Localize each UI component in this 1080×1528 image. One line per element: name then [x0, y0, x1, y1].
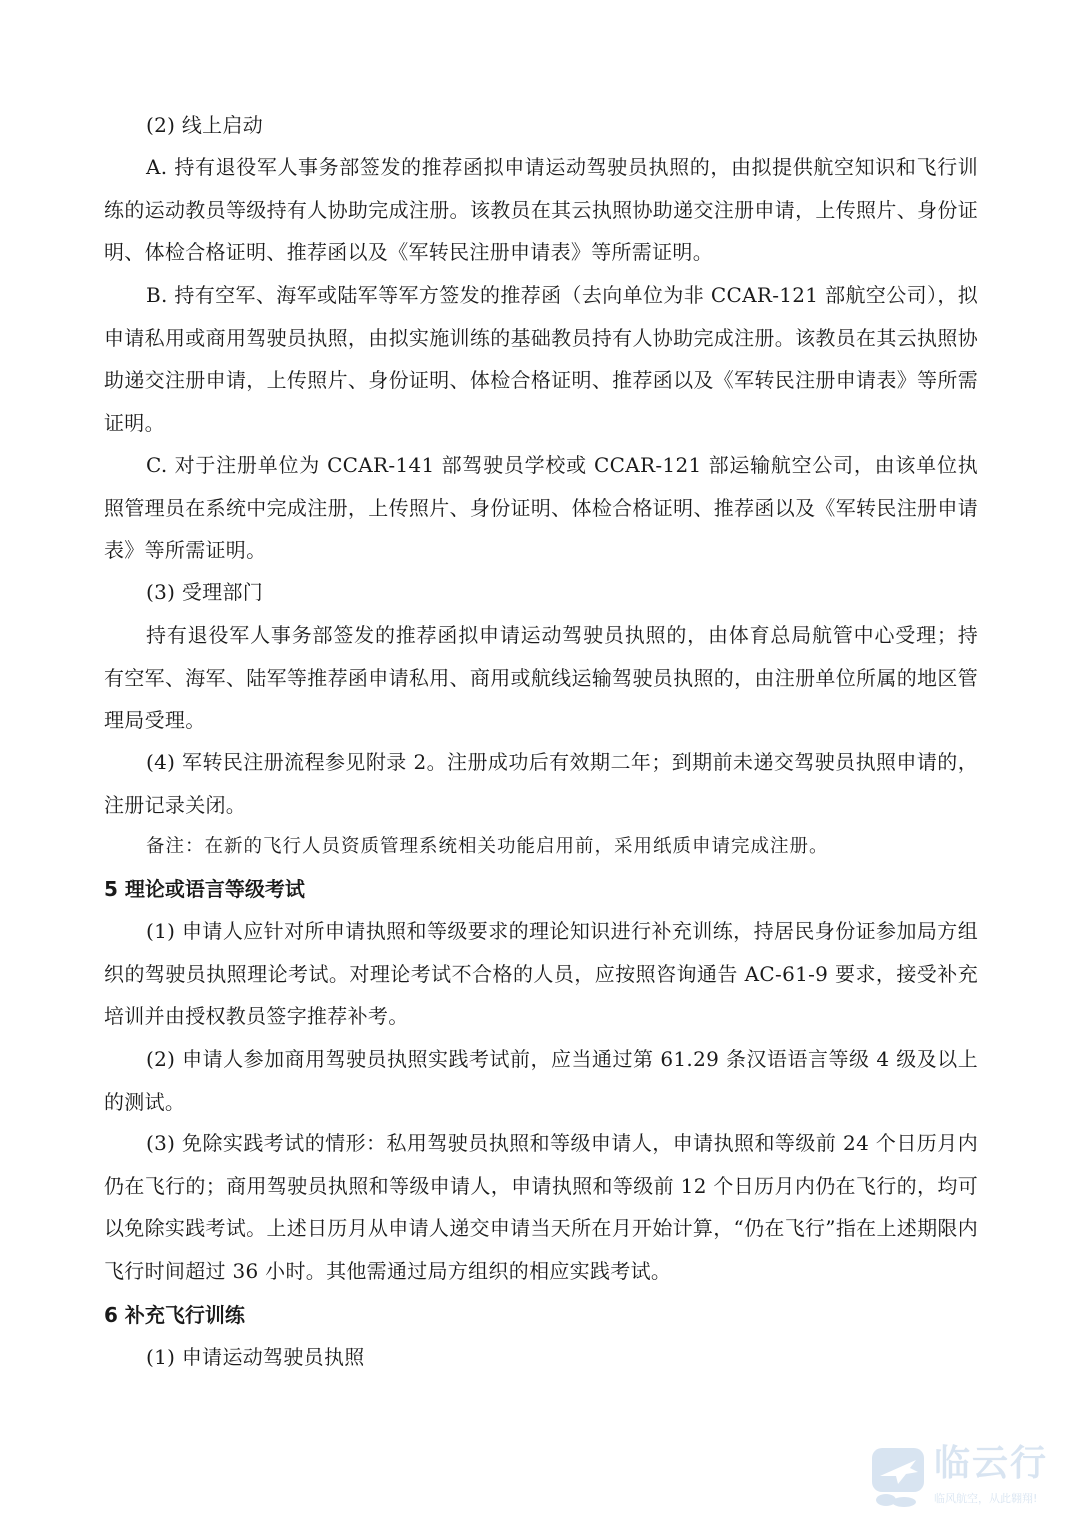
- airplane-logo-icon: [870, 1446, 926, 1508]
- note-remark: 备注：在新的飞行人员资质管理系统相关功能启用前，采用纸质申请完成注册。: [146, 836, 829, 857]
- paragraph-2c: C. 对于注册单位为 CCAR-141 部驾驶员学校或 CCAR-121 部运输航空公司，由该单位执照管理员在系统中完成注册，上传照片、身份证明、体检合格证明、推荐函以及《军转民注册申请表》等所需证明。: [104, 453, 978, 562]
- paragraph-3-body: 持有退役军人事务部签发的推荐函拟申请运动驾驶员执照的，由体育总局航管中心受理；持有空军、海军、陆军等推荐函申请私用、商用或航线运输驾驶员执照的，由注册单位所属的地区管理局受理。: [104, 623, 978, 732]
- heading-5: 5 理论或语言等级考试: [104, 877, 305, 901]
- paragraph-5-3: (3) 免除实践考试的情形：私用驾驶员执照和等级申请人，申请执照和等级前 24 个日历月内仍在飞行的；商用驾驶员执照和等级申请人，申请执照和等级前 12 个日历月内仍在飞行的，均可以免除实践考试。上述日历月从申请人递交申请当天所在月开始计算，“仍在飞行”指在上述期限内飞行时间超过 36 小时。其他需通过局方组织的相应实践考试。: [104, 1131, 978, 1283]
- paragraph-4: (4) 军转民注册流程参见附录 2。注册成功后有效期二年；到期前未递交驾驶员执照申请的，注册记录关闭。: [104, 750, 978, 817]
- paragraph-2a: A. 持有退役军人事务部签发的推荐函拟申请运动驾驶员执照的，由拟提供航空知识和飞行训练的运动教员等级持有人协助完成注册。该教员在其云执照协助递交注册申请，上传照片、身份证明、体检合格证明、推荐函以及《军转民注册申请表》等所需证明。: [104, 155, 978, 264]
- section-3-title: (3) 受理部门: [146, 580, 264, 604]
- paragraph-2b: B. 持有空军、海军或陆军等军方签发的推荐函（去向单位为非 CCAR-121 部航空公司），拟申请私用或商用驾驶员执照，由拟实施训练的基础教员持有人协助完成注册。该教员在其云执照协助递交注册申请，上传照片、身份证明、体检合格证明、推荐函以及《军转民注册申请表》等所需证明。: [104, 283, 978, 435]
- watermark-slogan: 临风航空，从此翱翔!: [934, 1492, 1038, 1505]
- section-2-title: (2) 线上启动: [146, 113, 264, 137]
- heading-6: 6 补充飞行训练: [104, 1303, 245, 1327]
- watermark: [870, 1440, 1060, 1520]
- paragraph-6-1: (1) 申请运动驾驶员执照: [146, 1345, 365, 1369]
- paragraph-5-2: (2) 申请人参加商用驾驶员执照实践考试前，应当通过第 61.29 条汉语语言等级 4 级及以上的测试。: [104, 1047, 978, 1114]
- paragraph-5-1: (1) 申请人应针对所申请执照和等级要求的理论知识进行补充训练，持居民身份证参加局方组织的驾驶员执照理论考试。对理论考试不合格的人员，应按照咨询通告 AC-61-9 要求，接受补充培训并由授权教员签字推荐补考。: [104, 919, 978, 1028]
- watermark-title: 临云行: [934, 1443, 1049, 1484]
